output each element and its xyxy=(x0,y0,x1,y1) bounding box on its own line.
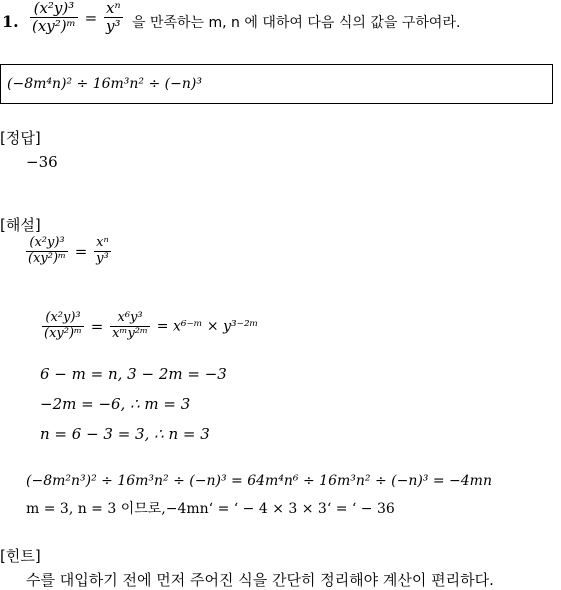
equals-sign: = xyxy=(90,317,104,336)
problem-equation xyxy=(28,0,125,36)
expression-box xyxy=(0,64,553,104)
given-right-numerator: xⁿ xyxy=(96,235,109,250)
step1-mid-numerator: x⁶y³ xyxy=(110,311,150,327)
answer-value: −36 xyxy=(26,153,58,171)
equals-sign: = xyxy=(74,242,88,261)
equals-sign: = xyxy=(84,8,98,27)
given-left-denominator: (xy²)ᵐ xyxy=(28,250,67,266)
solution-step4: n = 6 − 3 = 3, ∴ n = 3 xyxy=(40,425,210,443)
solution-label: [해설] xyxy=(0,216,41,234)
boxed-expression: (−8m⁴n)² ÷ 16m³n² ÷ (−n)³ xyxy=(7,76,202,92)
solution-step6: m = 3, n = 3 이므로,−4mn‘ = ‘ − 4 × 3 × 3‘ = ‘ − 36 xyxy=(26,501,395,517)
answer-label: [정답] xyxy=(0,129,41,147)
solution-step2: 6 − m = n, 3 − 2m = −3 xyxy=(40,365,227,383)
solution-step3: −2m = −6, ∴ m = 3 xyxy=(40,395,191,413)
equation-left-denominator: (xy²)ᵐ xyxy=(32,17,76,36)
step1-rhs: = x⁶⁻ᵐ × y³⁻²ᵐ xyxy=(156,318,259,335)
problem-number: 1. xyxy=(2,12,19,31)
step1-mid-fraction xyxy=(110,311,150,342)
given-left-fraction xyxy=(26,236,68,267)
step1-mid-denominator: xᵐy²ᵐ xyxy=(112,325,148,341)
step1-left-denominator: (xy²)ᵐ xyxy=(44,325,83,341)
equation-right-fraction xyxy=(104,0,123,36)
given-left-numerator: (x²y)³ xyxy=(26,236,68,252)
equation-left-numerator: (x²y)³ xyxy=(30,0,78,18)
solution-step5: (−8m²n³)² ÷ 16m³n² ÷ (−n)³ = 64m⁴n⁶ ÷ 16m³n² ÷ (−n)³ = −4mn xyxy=(26,473,492,489)
given-right-denominator: y³ xyxy=(96,250,109,266)
equation-right-numerator: xⁿ xyxy=(106,0,121,17)
hint-label: [힌트] xyxy=(0,547,41,565)
equation-right-denominator: y³ xyxy=(106,17,121,36)
solution-given xyxy=(24,236,113,267)
problem-statement: 을 만족하는 m, n 에 대하여 다음 식의 값을 구하여라. xyxy=(132,15,461,31)
step1-left-fraction xyxy=(42,311,84,342)
step1-left-numerator: (x²y)³ xyxy=(42,311,84,327)
solution-step1 xyxy=(40,311,258,342)
hint-text: 수를 대입하기 전에 먼저 주어진 식을 간단히 정리해야 계산이 편리하다. xyxy=(26,571,494,589)
equation-left-fraction xyxy=(30,0,78,36)
given-right-fraction xyxy=(94,236,111,267)
